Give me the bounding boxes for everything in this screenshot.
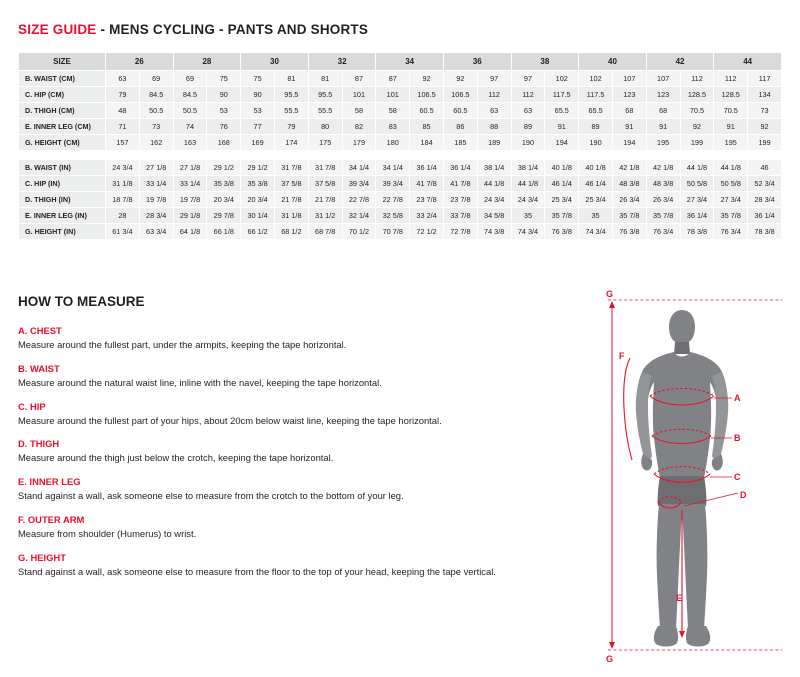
cell: 72 1/2 bbox=[410, 224, 444, 240]
cell: 90 bbox=[241, 87, 275, 103]
cell: 24 3/4 bbox=[477, 192, 511, 208]
cell: 70.5 bbox=[714, 103, 748, 119]
cell: 70 1/2 bbox=[342, 224, 376, 240]
cell: 123 bbox=[646, 87, 680, 103]
table-row bbox=[19, 87, 782, 103]
cell: 22 7/8 bbox=[376, 192, 410, 208]
table-row bbox=[19, 135, 782, 151]
cell: 199 bbox=[680, 135, 714, 151]
cell: 33 1/4 bbox=[139, 176, 173, 192]
cell: 48 3/8 bbox=[612, 176, 646, 192]
table-row bbox=[19, 71, 782, 87]
cell: 35 3/8 bbox=[207, 176, 241, 192]
cell: 69 bbox=[173, 71, 207, 87]
table-row bbox=[19, 224, 782, 240]
cell: 27 3/4 bbox=[680, 192, 714, 208]
measure-item-description: Measure around the fullest part, under the armpits, keeping the tape horizontal. bbox=[18, 339, 347, 350]
cell: 19 7/8 bbox=[139, 192, 173, 208]
cell: 92 bbox=[680, 119, 714, 135]
cell: 74 bbox=[173, 119, 207, 135]
figure-label-c: C bbox=[734, 472, 741, 482]
cell: 33 2/4 bbox=[410, 208, 444, 224]
cell: 20 3/4 bbox=[241, 192, 275, 208]
cell: 69 bbox=[139, 71, 173, 87]
measurement-figure bbox=[586, 288, 792, 663]
cell: 35 bbox=[511, 208, 545, 224]
cell: 78 3/8 bbox=[680, 224, 714, 240]
cell: 28 3/4 bbox=[748, 192, 782, 208]
row-label: E. INNER LEG (CM) bbox=[19, 119, 106, 135]
measure-item-thigh bbox=[18, 438, 588, 463]
cell: 44 1/8 bbox=[511, 176, 545, 192]
cell: 46 1/4 bbox=[545, 176, 579, 192]
figure-label-b: B bbox=[734, 433, 741, 443]
cell: 194 bbox=[612, 135, 646, 151]
cell: 91 bbox=[545, 119, 579, 135]
cell: 50.5 bbox=[139, 103, 173, 119]
measure-item-title: D. THIGH bbox=[18, 438, 60, 450]
cell: 35 7/8 bbox=[545, 208, 579, 224]
cell: 128.5 bbox=[714, 87, 748, 103]
table-row bbox=[19, 176, 782, 192]
cell: 85 bbox=[410, 119, 444, 135]
cell: 25 3/4 bbox=[545, 192, 579, 208]
cell: 48 bbox=[106, 103, 140, 119]
cell: 36 1/4 bbox=[748, 208, 782, 224]
row-label: B. WAIST (IN) bbox=[19, 160, 106, 176]
table-group-spacer bbox=[19, 151, 782, 160]
cell: 112 bbox=[477, 87, 511, 103]
row-label: C. HIP (IN) bbox=[19, 176, 106, 192]
cell: 76 3/8 bbox=[612, 224, 646, 240]
cell: 50.5 bbox=[173, 103, 207, 119]
cell: 31 1/8 bbox=[274, 208, 308, 224]
cell: 76 3/8 bbox=[545, 224, 579, 240]
cell: 195 bbox=[646, 135, 680, 151]
measure-item-description: Stand against a wall, ask someone else to measure from the floor to the top of your head, keeping the tape vertical. bbox=[18, 565, 496, 577]
cell: 63 bbox=[106, 71, 140, 87]
cell: 86 bbox=[443, 119, 477, 135]
cell: 190 bbox=[511, 135, 545, 151]
cell: 34 1/4 bbox=[376, 160, 410, 176]
cell: 83 bbox=[376, 119, 410, 135]
cell: 117.5 bbox=[545, 87, 579, 103]
cell: 58 bbox=[376, 103, 410, 119]
cell: 44 1/8 bbox=[714, 160, 748, 176]
page-title-rest: - MENS CYCLING - PANTS AND SHORTS bbox=[96, 22, 369, 37]
measure-item-description: Stand against a wall, ask someone else to measure from the crotch to the bottom of your leg. bbox=[18, 490, 404, 502]
cell: 123 bbox=[612, 87, 646, 103]
cell: 31 7/8 bbox=[274, 160, 308, 176]
cell: 68 7/8 bbox=[308, 224, 342, 240]
cell: 29 1/2 bbox=[207, 160, 241, 176]
size-table-header-row bbox=[19, 53, 782, 71]
cell: 112 bbox=[511, 87, 545, 103]
cell: 33 7/8 bbox=[443, 208, 477, 224]
size-column-header: 36 bbox=[443, 53, 511, 71]
measure-item-description: Measure around the fullest part of your hips, about 20cm below waist line, keeping the tape horizontal. bbox=[18, 414, 442, 426]
cell: 29 1/8 bbox=[173, 208, 207, 224]
cell: 75 bbox=[207, 71, 241, 87]
cell: 74 3/4 bbox=[511, 224, 545, 240]
cell: 91 bbox=[714, 119, 748, 135]
cell: 117 bbox=[748, 71, 782, 87]
cell: 91 bbox=[612, 119, 646, 135]
cell: 87 bbox=[342, 71, 376, 87]
size-table-body bbox=[19, 53, 782, 240]
cell: 90 bbox=[207, 87, 241, 103]
cell: 84.5 bbox=[139, 87, 173, 103]
row-label: D. THIGH (IN) bbox=[19, 192, 106, 208]
size-column-header: 32 bbox=[308, 53, 376, 71]
cell: 175 bbox=[308, 135, 342, 151]
row-label: G. HEIGHT (IN) bbox=[19, 224, 106, 240]
cell: 174 bbox=[274, 135, 308, 151]
cell: 55.5 bbox=[308, 103, 342, 119]
cell: 35 7/8 bbox=[612, 208, 646, 224]
cell: 87 bbox=[376, 71, 410, 87]
cell: 77 bbox=[241, 119, 275, 135]
cell: 36 1/4 bbox=[680, 208, 714, 224]
cell: 42 1/8 bbox=[646, 160, 680, 176]
cell: 91 bbox=[646, 119, 680, 135]
cell: 36 1/4 bbox=[410, 160, 444, 176]
cell: 70 7/8 bbox=[376, 224, 410, 240]
size-table-corner-label: SIZE bbox=[19, 53, 106, 71]
cell: 190 bbox=[579, 135, 613, 151]
cell: 76 3/4 bbox=[714, 224, 748, 240]
cell: 64 1/8 bbox=[173, 224, 207, 240]
row-label: B. WAIST (CM) bbox=[19, 71, 106, 87]
measure-item-title: F. OUTER ARM bbox=[18, 513, 85, 525]
measure-item-hip bbox=[18, 401, 588, 426]
cell: 101 bbox=[376, 87, 410, 103]
cell: 50 5/8 bbox=[714, 176, 748, 192]
cell: 26 3/4 bbox=[646, 192, 680, 208]
table-row bbox=[19, 160, 782, 176]
cell: 78 3/8 bbox=[748, 224, 782, 240]
cell: 33 1/4 bbox=[173, 176, 207, 192]
size-column-header: 42 bbox=[646, 53, 714, 71]
cell: 34 5/8 bbox=[477, 208, 511, 224]
cell: 157 bbox=[106, 135, 140, 151]
cell: 31 1/2 bbox=[308, 208, 342, 224]
cell: 38 1/4 bbox=[511, 160, 545, 176]
cell: 63 bbox=[511, 103, 545, 119]
cell: 40 1/8 bbox=[579, 160, 613, 176]
cell: 184 bbox=[410, 135, 444, 151]
cell: 194 bbox=[545, 135, 579, 151]
cell: 68 bbox=[646, 103, 680, 119]
cell: 41 7/8 bbox=[410, 176, 444, 192]
cell: 29 7/8 bbox=[207, 208, 241, 224]
cell: 42 1/8 bbox=[612, 160, 646, 176]
figure-label-e: E bbox=[676, 593, 683, 603]
how-to-measure-list bbox=[18, 325, 588, 589]
cell: 46 1/4 bbox=[579, 176, 613, 192]
cell: 162 bbox=[139, 135, 173, 151]
cell: 36 1/4 bbox=[443, 160, 477, 176]
cell: 199 bbox=[748, 135, 782, 151]
cell: 63 3/4 bbox=[139, 224, 173, 240]
size-column-header: 28 bbox=[173, 53, 241, 71]
cell: 179 bbox=[342, 135, 376, 151]
cell: 53 bbox=[207, 103, 241, 119]
cell: 92 bbox=[748, 119, 782, 135]
cell: 55.5 bbox=[274, 103, 308, 119]
size-table bbox=[18, 52, 782, 240]
cell: 107 bbox=[646, 71, 680, 87]
cell: 44 1/8 bbox=[680, 160, 714, 176]
cell: 65.5 bbox=[579, 103, 613, 119]
cell: 189 bbox=[477, 135, 511, 151]
cell: 28 bbox=[106, 208, 140, 224]
size-column-header: 38 bbox=[511, 53, 579, 71]
cell: 92 bbox=[443, 71, 477, 87]
cell: 38 1/4 bbox=[477, 160, 511, 176]
figure-label-g-bottom: G bbox=[606, 654, 614, 663]
cell: 24 3/4 bbox=[106, 160, 140, 176]
cell: 52 3/4 bbox=[748, 176, 782, 192]
cell: 70.5 bbox=[680, 103, 714, 119]
cell: 112 bbox=[714, 71, 748, 87]
cell: 112 bbox=[680, 71, 714, 87]
cell: 101 bbox=[342, 87, 376, 103]
measure-item-title: C. HIP bbox=[18, 400, 46, 412]
cell: 65.5 bbox=[545, 103, 579, 119]
cell: 134 bbox=[748, 87, 782, 103]
cell: 68 bbox=[612, 103, 646, 119]
cell: 75 bbox=[241, 71, 275, 87]
cell: 26 3/4 bbox=[612, 192, 646, 208]
cell: 72 7/8 bbox=[443, 224, 477, 240]
cell: 35 3/8 bbox=[241, 176, 275, 192]
cell: 128.5 bbox=[680, 87, 714, 103]
measure-item-waist bbox=[18, 363, 588, 388]
measure-item-height bbox=[18, 552, 588, 577]
measure-item-outer-arm bbox=[18, 514, 588, 539]
cell: 34 1/4 bbox=[342, 160, 376, 176]
table-row bbox=[19, 103, 782, 119]
cell: 48 3/8 bbox=[646, 176, 680, 192]
cell: 61 3/4 bbox=[106, 224, 140, 240]
cell: 23 7/8 bbox=[443, 192, 477, 208]
measure-item-title: G. HEIGHT bbox=[18, 551, 66, 563]
cell: 35 bbox=[579, 208, 613, 224]
cell: 71 bbox=[106, 119, 140, 135]
cell: 66 1/2 bbox=[241, 224, 275, 240]
cell: 37 5/8 bbox=[308, 176, 342, 192]
cell: 92 bbox=[410, 71, 444, 87]
cell: 195 bbox=[714, 135, 748, 151]
cell: 44 1/8 bbox=[477, 176, 511, 192]
cell: 28 3/4 bbox=[139, 208, 173, 224]
cell: 35 7/8 bbox=[646, 208, 680, 224]
measure-item-title: E. INNER LEG bbox=[18, 476, 81, 488]
cell: 21 7/8 bbox=[274, 192, 308, 208]
cell: 25 3/4 bbox=[579, 192, 613, 208]
cell: 20 3/4 bbox=[207, 192, 241, 208]
page-title bbox=[18, 22, 368, 37]
page-title-lead: SIZE GUIDE bbox=[18, 22, 97, 37]
cell: 68 1/2 bbox=[274, 224, 308, 240]
cell: 32 5/8 bbox=[376, 208, 410, 224]
cell: 18 7/8 bbox=[106, 192, 140, 208]
cell: 53 bbox=[241, 103, 275, 119]
row-label: D. THIGH (CM) bbox=[19, 103, 106, 119]
size-column-header: 34 bbox=[376, 53, 444, 71]
figure-label-g-top: G bbox=[606, 289, 614, 299]
cell: 169 bbox=[241, 135, 275, 151]
measure-item-title: B. WAIST bbox=[18, 362, 60, 374]
cell: 23 7/8 bbox=[410, 192, 444, 208]
cell: 95.5 bbox=[308, 87, 342, 103]
cell: 106.5 bbox=[443, 87, 477, 103]
cell: 97 bbox=[477, 71, 511, 87]
cell: 63 bbox=[477, 103, 511, 119]
cell: 81 bbox=[308, 71, 342, 87]
size-column-header: 26 bbox=[106, 53, 174, 71]
cell: 89 bbox=[579, 119, 613, 135]
cell: 30 1/4 bbox=[241, 208, 275, 224]
cell: 27 3/4 bbox=[714, 192, 748, 208]
cell: 102 bbox=[545, 71, 579, 87]
cell: 74 3/4 bbox=[579, 224, 613, 240]
cell: 95.5 bbox=[274, 87, 308, 103]
measure-item-title: A. CHEST bbox=[18, 325, 62, 336]
cell: 107 bbox=[612, 71, 646, 87]
cell: 24 3/4 bbox=[511, 192, 545, 208]
row-label: G. HEIGHT (CM) bbox=[19, 135, 106, 151]
cell: 82 bbox=[342, 119, 376, 135]
table-row bbox=[19, 208, 782, 224]
size-column-header: 30 bbox=[241, 53, 309, 71]
height-arrow bbox=[609, 301, 615, 649]
measure-item-description: Measure around the natural waist line, inline with the navel, keeping the tape horizontal. bbox=[18, 376, 382, 388]
cell: 117.5 bbox=[579, 87, 613, 103]
cell: 41 7/8 bbox=[443, 176, 477, 192]
cell: 79 bbox=[106, 87, 140, 103]
figure-label-d: D bbox=[740, 490, 747, 500]
cell: 76 bbox=[207, 119, 241, 135]
cell: 37 5/8 bbox=[274, 176, 308, 192]
how-to-measure-heading: HOW TO MEASURE bbox=[18, 294, 145, 309]
cell: 88 bbox=[477, 119, 511, 135]
measure-item-inner-leg bbox=[18, 476, 588, 501]
size-column-header: 44 bbox=[714, 53, 782, 71]
cell: 22 7/8 bbox=[342, 192, 376, 208]
cell: 66 1/8 bbox=[207, 224, 241, 240]
cell: 163 bbox=[173, 135, 207, 151]
cell: 180 bbox=[376, 135, 410, 151]
figure-label-f: F bbox=[619, 351, 625, 361]
cell: 27 1/8 bbox=[173, 160, 207, 176]
cell: 29 1/2 bbox=[241, 160, 275, 176]
cell: 39 3/4 bbox=[342, 176, 376, 192]
cell: 21 7/8 bbox=[308, 192, 342, 208]
cell: 168 bbox=[207, 135, 241, 151]
cell: 31 1/8 bbox=[106, 176, 140, 192]
cell: 73 bbox=[139, 119, 173, 135]
cell: 46 bbox=[748, 160, 782, 176]
cell: 58 bbox=[342, 103, 376, 119]
cell: 80 bbox=[308, 119, 342, 135]
cell: 76 3/4 bbox=[646, 224, 680, 240]
cell: 31 7/8 bbox=[308, 160, 342, 176]
row-label: E. INNER LEG (IN) bbox=[19, 208, 106, 224]
cell: 185 bbox=[443, 135, 477, 151]
cell: 106.5 bbox=[410, 87, 444, 103]
size-column-header: 40 bbox=[579, 53, 647, 71]
cell: 39 3/4 bbox=[376, 176, 410, 192]
cell: 89 bbox=[511, 119, 545, 135]
cell: 35 7/8 bbox=[714, 208, 748, 224]
cell: 50 5/8 bbox=[680, 176, 714, 192]
cell: 79 bbox=[274, 119, 308, 135]
cell: 27 1/8 bbox=[139, 160, 173, 176]
cell: 97 bbox=[511, 71, 545, 87]
cell: 84.5 bbox=[173, 87, 207, 103]
figure-label-a: A bbox=[734, 393, 741, 403]
cell: 60.5 bbox=[443, 103, 477, 119]
cell: 74 3/8 bbox=[477, 224, 511, 240]
measure-item-description: Measure around the thigh just below the crotch, keeping the tape horizontal. bbox=[18, 452, 334, 464]
measure-item-description: Measure from shoulder (Humerus) to wrist. bbox=[18, 527, 197, 539]
table-row bbox=[19, 119, 782, 135]
cell: 19 7/8 bbox=[173, 192, 207, 208]
cell: 32 1/4 bbox=[342, 208, 376, 224]
cell: 73 bbox=[748, 103, 782, 119]
table-row bbox=[19, 192, 782, 208]
cell: 81 bbox=[274, 71, 308, 87]
cell: 60.5 bbox=[410, 103, 444, 119]
cell: 40 1/8 bbox=[545, 160, 579, 176]
measure-item-chest bbox=[18, 325, 588, 350]
cell: 102 bbox=[579, 71, 613, 87]
row-label: C. HIP (CM) bbox=[19, 87, 106, 103]
